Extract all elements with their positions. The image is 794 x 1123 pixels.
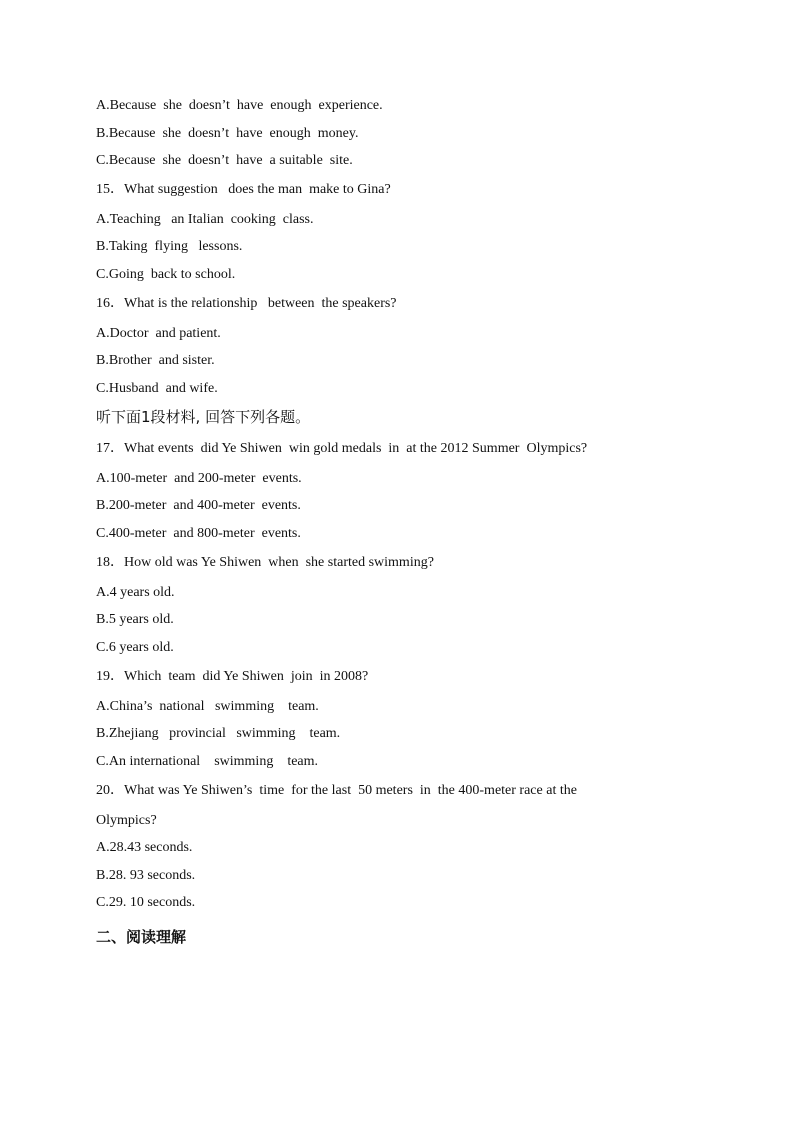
option-16b: B.Brother and sister. xyxy=(96,353,215,368)
option-17a: A.100-meter and 200-meter events. xyxy=(96,471,302,486)
option-15c: C.Going back to school. xyxy=(96,267,236,282)
option-20b: B.28. 93 seconds. xyxy=(96,868,196,883)
option-20c: C.29. 10 seconds. xyxy=(96,895,196,910)
option-14a: A.Because she doesn’t have enough experience. xyxy=(96,98,383,113)
option-17b: B.200-meter and 400-meter events. xyxy=(96,498,301,513)
option-18a: A.4 years old. xyxy=(96,585,175,600)
option-20a: A.28.43 seconds. xyxy=(96,840,193,855)
option-16a: A.Doctor and patient. xyxy=(96,326,221,341)
option-14b: B.Because she doesn’t have enough money. xyxy=(96,126,359,141)
question-15: 15．What suggestion does the man make to Gina? xyxy=(96,182,391,197)
section-heading-reading: 二、阅读理解 xyxy=(96,928,187,946)
question-20-continued: Olympics? xyxy=(96,813,157,828)
option-19a: A.China’s national swimming team. xyxy=(96,699,319,714)
option-18c: C.6 years old. xyxy=(96,640,174,655)
option-16c: C.Husband and wife. xyxy=(96,381,218,396)
option-18b: B.5 years old. xyxy=(96,612,174,627)
option-19c: C.An international swimming team. xyxy=(96,754,319,769)
option-15b: B.Taking flying lessons. xyxy=(96,239,243,254)
question-18: 18．How old was Ye Shiwen when she started swimming? xyxy=(96,555,434,570)
question-17: 17．What events did Ye Shiwen win gold medals in at the 2012 Summer Olympics? xyxy=(96,441,588,456)
option-19b: B.Zhejiang provincial swimming team. xyxy=(96,726,341,741)
section-instruction: 听下面1段材料, 回答下列各题。 xyxy=(96,408,311,426)
option-14c: C.Because she doesn’t have a suitable site. xyxy=(96,153,353,168)
question-16: 16．What is the relationship between the speakers? xyxy=(96,296,397,311)
option-15a: A.Teaching an Italian cooking class. xyxy=(96,212,314,227)
question-20: 20．What was Ye Shiwen’s time for the last 50 meters in the 400-meter race at the xyxy=(96,783,577,798)
option-17c: C.400-meter and 800-meter events. xyxy=(96,526,301,541)
question-19: 19．Which team did Ye Shiwen join in 2008? xyxy=(96,669,369,684)
